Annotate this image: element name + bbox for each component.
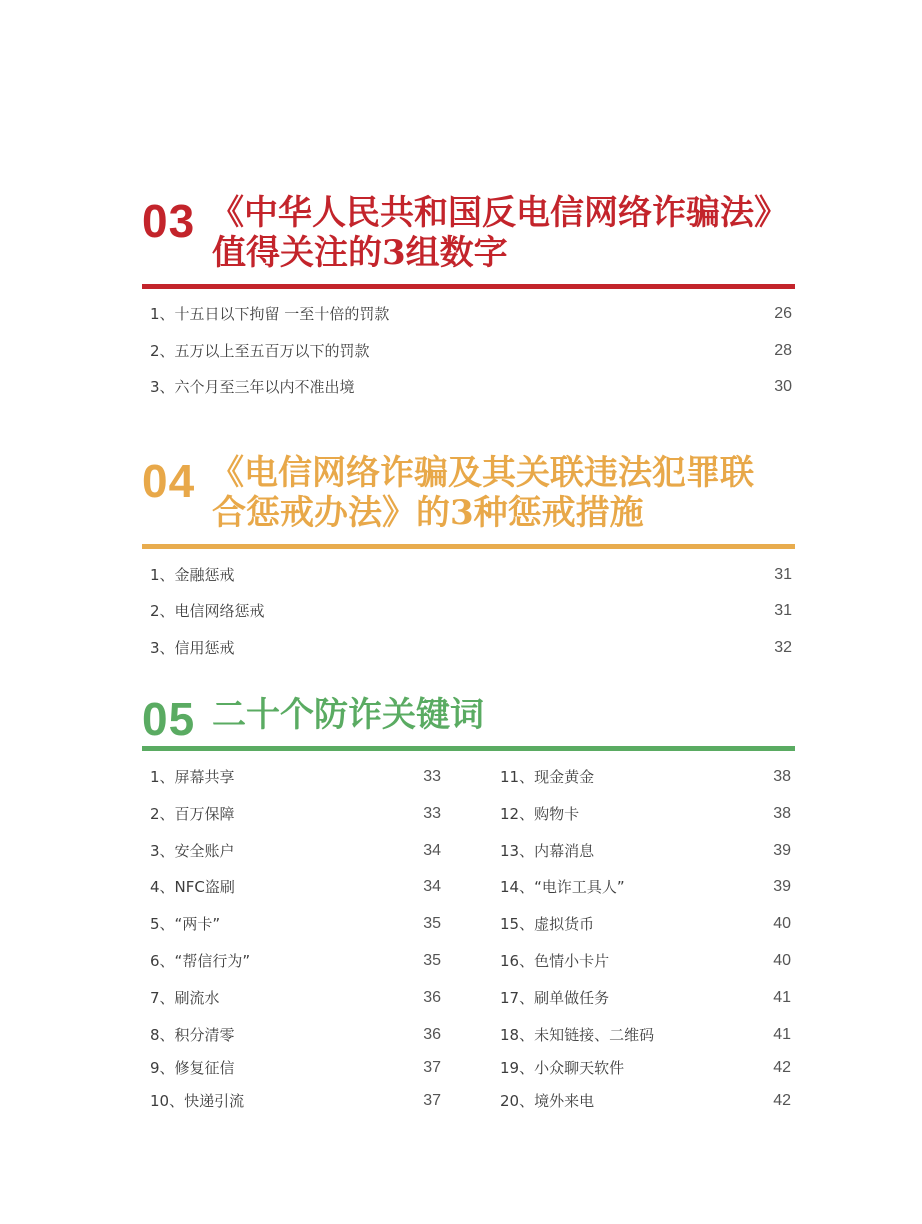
- toc-entry-page: 28: [774, 342, 792, 359]
- section-title-line-1: 二十个防诈关键词: [212, 695, 484, 735]
- toc-entry-label: 9、修复征信: [150, 1059, 235, 1077]
- toc-entry-page: 36: [423, 989, 441, 1006]
- toc-entry-label: 2、电信网络惩戒: [150, 602, 265, 620]
- toc-entry-page: 34: [423, 878, 441, 895]
- toc-entry-page: 33: [423, 805, 441, 822]
- toc-entry-page: 32: [774, 639, 792, 656]
- toc-entry-page: 33: [423, 768, 441, 785]
- toc-entry-page: 37: [423, 1059, 441, 1076]
- toc-entry-page: 40: [773, 915, 791, 932]
- toc-entry-label: 2、百万保障: [150, 805, 235, 823]
- toc-entry-label: 1、十五日以下拘留 一至十倍的罚款: [150, 305, 390, 323]
- toc-entry-label: 10、快递引流: [150, 1092, 245, 1110]
- toc-entry-label: 5、“两卡”: [150, 915, 221, 933]
- toc-entry-page: 42: [773, 1059, 791, 1076]
- toc-entry-label: 11、现金黄金: [500, 768, 595, 786]
- toc-entry-label: 19、小众聊天软件: [500, 1059, 625, 1077]
- toc-entry-label: 6、“帮信行为”: [150, 952, 251, 970]
- toc-entry-page: 31: [774, 566, 792, 583]
- toc-entry-label: 1、金融惩戒: [150, 566, 235, 584]
- toc-entry-label: 4、NFC盗刷: [150, 878, 235, 896]
- toc-entry-label: 16、色情小卡片: [500, 952, 610, 970]
- toc-entry-page: 42: [773, 1092, 791, 1109]
- toc-entry-page: 39: [773, 842, 791, 859]
- toc-entry-label: 12、购物卡: [500, 805, 580, 823]
- section-number: 05: [142, 693, 196, 745]
- toc-entry-page: 30: [774, 378, 792, 395]
- toc-entry-page: 35: [423, 952, 441, 969]
- toc-entry-page: 31: [774, 602, 792, 619]
- toc-entry-page: 35: [423, 915, 441, 932]
- toc-entry-page: 40: [773, 952, 791, 969]
- toc-entry-label: 3、六个月至三年以内不准出境: [150, 378, 355, 396]
- toc-entry-label: 18、未知链接、二维码: [500, 1026, 655, 1044]
- toc-entry-page: 38: [773, 805, 791, 822]
- section-number: 04: [142, 455, 196, 507]
- section-number: 03: [142, 195, 196, 247]
- section-title-line-2: 合惩戒办法》的3种惩戒措施: [212, 493, 644, 533]
- section-divider: [142, 746, 795, 751]
- toc-entry-page: 41: [773, 1026, 791, 1043]
- toc-entry-label: 3、信用惩戒: [150, 639, 235, 657]
- toc-entry-label: 15、虚拟货币: [500, 915, 595, 933]
- toc-entry-page: 37: [423, 1092, 441, 1109]
- toc-entry-page: 26: [774, 305, 792, 322]
- toc-entry-label: 1、屏幕共享: [150, 768, 235, 786]
- toc-entry-label: 13、内幕消息: [500, 842, 595, 860]
- toc-entry-label: 17、刷单做任务: [500, 989, 610, 1007]
- section-title-line-1: 《电信网络诈骗及其关联违法犯罪联: [210, 453, 754, 493]
- section-divider: [142, 544, 795, 549]
- toc-entry-page: 38: [773, 768, 791, 785]
- section-title-line-1: 《中华人民共和国反电信网络诈骗法》: [210, 193, 788, 233]
- section-divider: [142, 284, 795, 289]
- toc-entry-page: 41: [773, 989, 791, 1006]
- toc-entry-label: 7、刷流水: [150, 989, 220, 1007]
- toc-entry-label: 2、五万以上至五百万以下的罚款: [150, 342, 370, 360]
- section-title-line-2: 值得关注的3组数字: [212, 233, 508, 273]
- toc-entry-page: 39: [773, 878, 791, 895]
- toc-entry-label: 3、安全账户: [150, 842, 235, 860]
- toc-entry-label: 14、“电诈工具人”: [500, 878, 625, 896]
- toc-entry-page: 36: [423, 1026, 441, 1043]
- toc-entry-page: 34: [423, 842, 441, 859]
- toc-entry-label: 8、积分清零: [150, 1026, 235, 1044]
- toc-entry-label: 20、境外来电: [500, 1092, 595, 1110]
